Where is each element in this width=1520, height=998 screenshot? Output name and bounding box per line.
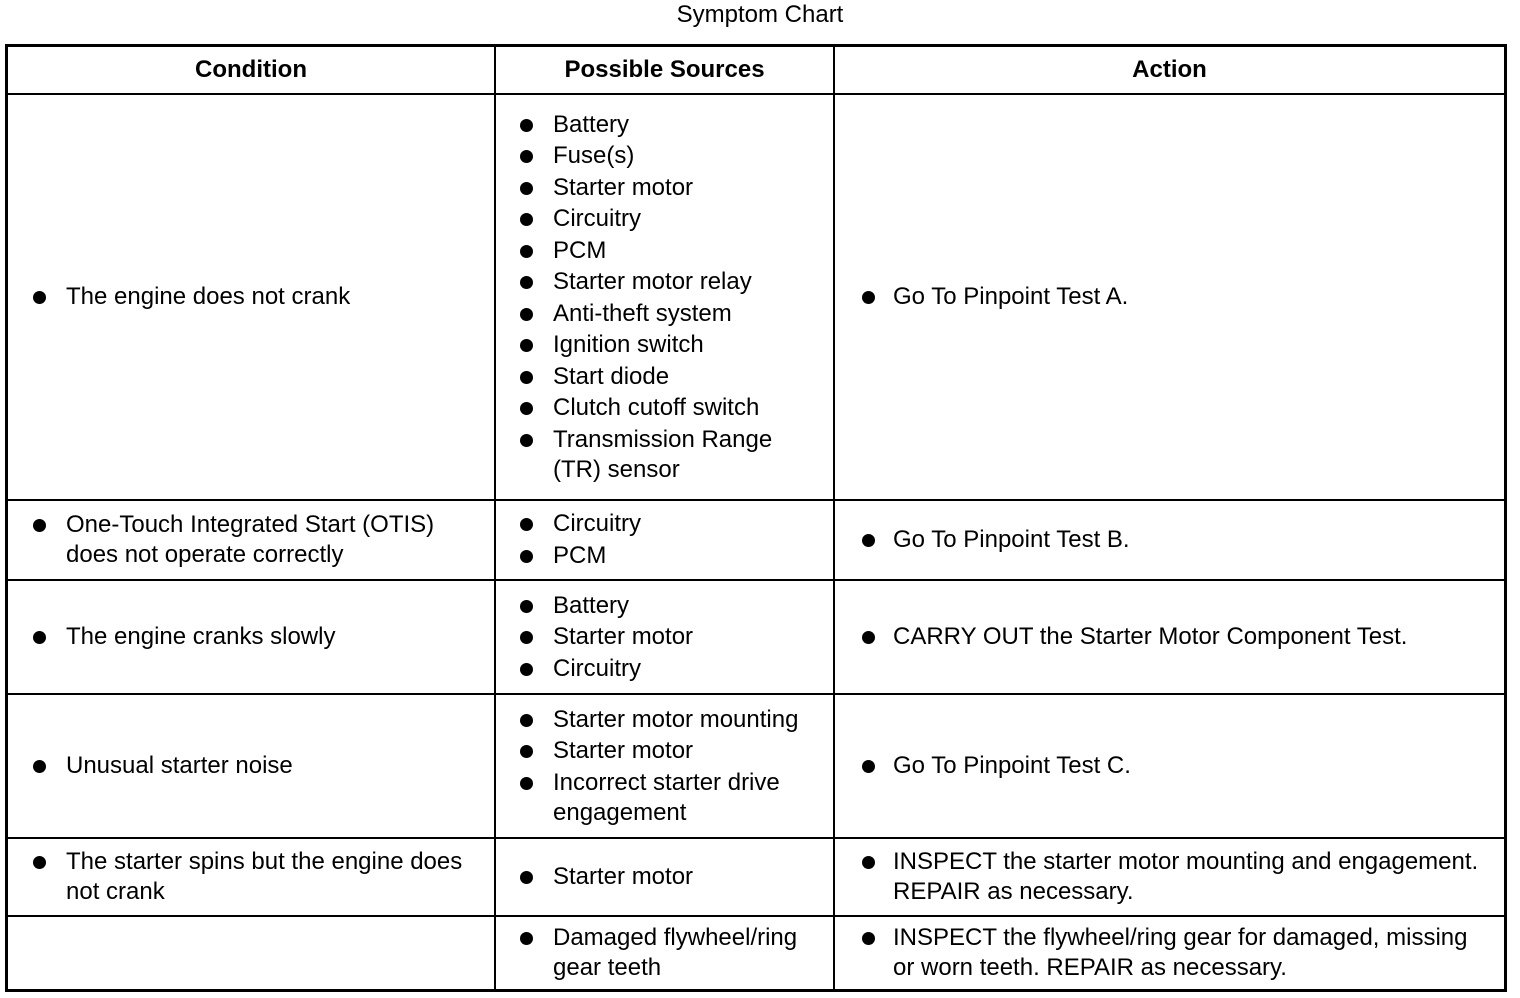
- list-item: [8, 282, 494, 312]
- list-item: [496, 330, 833, 360]
- list-item-text: Fuse(s): [553, 142, 635, 169]
- sources-list: [496, 922, 833, 985]
- list-item-text: Unusual starter noise: [66, 752, 293, 779]
- list-item-text: INSPECT the flywheel/ring gear for damaged, missing or worn teeth. REPAIR as necessary.: [893, 924, 1468, 981]
- list-item: [496, 923, 833, 983]
- list-item: [835, 923, 1504, 983]
- bullet-icon: [520, 119, 533, 132]
- list-item-text: The engine does not crank: [66, 283, 351, 310]
- condition-cell: [8, 95, 494, 499]
- list-item: [496, 173, 833, 203]
- list-item: [496, 768, 833, 828]
- bullet-icon: [33, 856, 46, 869]
- action-cell: [833, 95, 1504, 499]
- condition-cell: [8, 695, 494, 837]
- list-item-text: INSPECT the starter motor mounting and engagement. REPAIR as necessary.: [893, 848, 1479, 905]
- bullet-icon: [520, 245, 533, 258]
- list-item-text: Circuitry: [553, 510, 641, 538]
- sources-cell: [494, 839, 833, 915]
- list-item-text: CARRY OUT the Starter Motor Component Test.: [893, 623, 1408, 650]
- bullet-icon: [520, 631, 533, 644]
- list-item: [835, 282, 1504, 312]
- bullet-icon: [520, 308, 533, 321]
- bullet-icon: [33, 760, 46, 773]
- sources-list: [496, 508, 833, 573]
- bullet-icon: [33, 291, 46, 304]
- bullet-icon: [520, 932, 533, 945]
- list-item: [496, 393, 833, 423]
- symptom-table: [5, 44, 1507, 992]
- list-item: [496, 509, 833, 539]
- bullet-icon: [520, 777, 533, 790]
- list-item-text: Battery: [553, 591, 630, 619]
- list-item: [8, 751, 494, 781]
- list-item-text: Incorrect starter drive engagement: [553, 768, 780, 826]
- list-item-text: Clutch cutoff switch: [553, 394, 760, 421]
- list-item-text: Go To Pinpoint Test C.: [893, 752, 1131, 779]
- list-item-text: Go To Pinpoint Test B.: [893, 526, 1130, 553]
- bullet-icon: [520, 276, 533, 289]
- condition-list: [8, 621, 494, 654]
- sources-cell: [494, 581, 833, 693]
- bullet-icon: [520, 402, 533, 415]
- sources-list: [496, 108, 833, 486]
- list-item: [496, 705, 833, 735]
- table-header-row: [8, 47, 1504, 93]
- bullet-icon: [520, 434, 533, 447]
- bullet-icon: [520, 371, 533, 384]
- bullet-icon: [520, 714, 533, 727]
- list-item: [835, 622, 1504, 652]
- list-item: [496, 204, 833, 234]
- table-row: [8, 93, 1504, 499]
- page-title: Symptom Chart: [676, 1, 844, 28]
- list-item-text: Starter motor: [553, 623, 694, 650]
- list-item: [8, 622, 494, 652]
- action-cell: [833, 501, 1504, 579]
- list-item-text: Starter motor mounting: [553, 705, 799, 733]
- list-item-text: Ignition switch: [553, 331, 704, 358]
- condition-cell: [8, 839, 494, 915]
- condition-list: [8, 509, 494, 572]
- condition-cell: [8, 581, 494, 693]
- list-item: [835, 525, 1504, 555]
- list-item-text: Anti-theft system: [553, 299, 732, 327]
- table-row: [8, 693, 1504, 837]
- bullet-icon: [520, 213, 533, 226]
- bullet-icon: [520, 182, 533, 195]
- list-item: [496, 541, 833, 571]
- condition-cell: [8, 917, 494, 989]
- list-item: [8, 847, 494, 907]
- bullet-icon: [520, 550, 533, 563]
- list-item: [496, 141, 833, 171]
- list-item-text: PCM: [553, 541, 607, 569]
- list-item: [8, 510, 494, 570]
- table-row: [8, 499, 1504, 579]
- list-item-text: Battery: [553, 110, 630, 138]
- sources-cell: [494, 917, 833, 989]
- action-cell: [833, 695, 1504, 837]
- action-list: [835, 621, 1504, 654]
- table-row: [8, 579, 1504, 693]
- list-item-text: Start diode: [553, 362, 670, 390]
- sources-cell: [494, 501, 833, 579]
- condition-list: [8, 281, 494, 314]
- list-item-text: PCM: [553, 236, 607, 264]
- bullet-icon: [862, 932, 875, 945]
- condition-cell: [8, 501, 494, 579]
- bullet-icon: [862, 856, 875, 869]
- sources-cell: [494, 695, 833, 837]
- bullet-icon: [520, 600, 533, 613]
- list-item: [835, 751, 1504, 781]
- bullet-icon: [33, 631, 46, 644]
- list-item-text: Starter motor: [553, 863, 694, 890]
- list-item: [496, 425, 833, 485]
- table-row: [8, 915, 1504, 989]
- action-list: [835, 750, 1504, 783]
- header-possible-sources: Possible Sources: [494, 47, 833, 93]
- list-item-text: Starter motor: [553, 737, 694, 764]
- action-list: [835, 281, 1504, 314]
- list-item: [496, 622, 833, 652]
- bullet-icon: [520, 663, 533, 676]
- list-item: [496, 362, 833, 392]
- condition-list: [8, 846, 494, 909]
- list-item-text: Starter motor relay: [553, 268, 752, 295]
- bullet-icon: [520, 518, 533, 531]
- list-item: [496, 736, 833, 766]
- action-list: [835, 846, 1504, 909]
- list-item-text: Circuitry: [553, 205, 641, 232]
- condition-list: [8, 750, 494, 783]
- list-item: [496, 236, 833, 266]
- list-item: [496, 862, 833, 892]
- list-item-text: Circuitry: [553, 654, 641, 682]
- list-item: [496, 299, 833, 329]
- bullet-icon: [520, 150, 533, 163]
- table-row: [8, 837, 1504, 915]
- sources-list: [496, 861, 833, 894]
- sources-list: [496, 703, 833, 829]
- bullet-icon: [520, 871, 533, 884]
- list-item-text: Damaged flywheel/ring gear teeth: [553, 924, 798, 981]
- action-cell: [833, 917, 1504, 989]
- bullet-icon: [862, 760, 875, 773]
- header-action: Action: [833, 47, 1504, 93]
- action-list: [835, 922, 1504, 985]
- bullet-icon: [862, 631, 875, 644]
- list-item-text: Starter motor: [553, 173, 694, 201]
- list-item-text: The engine cranks slowly: [66, 623, 336, 650]
- header-condition: Condition: [195, 56, 307, 83]
- bullet-icon: [33, 519, 46, 532]
- list-item-text: Transmission Range (TR) sensor: [553, 425, 773, 483]
- bullet-icon: [520, 339, 533, 352]
- list-item-text: Go To Pinpoint Test A.: [893, 283, 1129, 310]
- sources-cell: [494, 95, 833, 499]
- list-item: [496, 591, 833, 621]
- sources-list: [496, 589, 833, 685]
- list-item: [496, 267, 833, 297]
- action-cell: [833, 581, 1504, 693]
- list-item: [496, 654, 833, 684]
- bullet-icon: [520, 745, 533, 758]
- action-list: [835, 524, 1504, 557]
- list-item: [835, 847, 1504, 907]
- action-cell: [833, 839, 1504, 915]
- list-item-text: One-Touch Integrated Start (OTIS) does not operate correctly: [66, 511, 435, 568]
- list-item-text: The starter spins but the engine does not crank: [66, 848, 463, 905]
- bullet-icon: [862, 534, 875, 547]
- list-item: [496, 110, 833, 140]
- bullet-icon: [862, 291, 875, 304]
